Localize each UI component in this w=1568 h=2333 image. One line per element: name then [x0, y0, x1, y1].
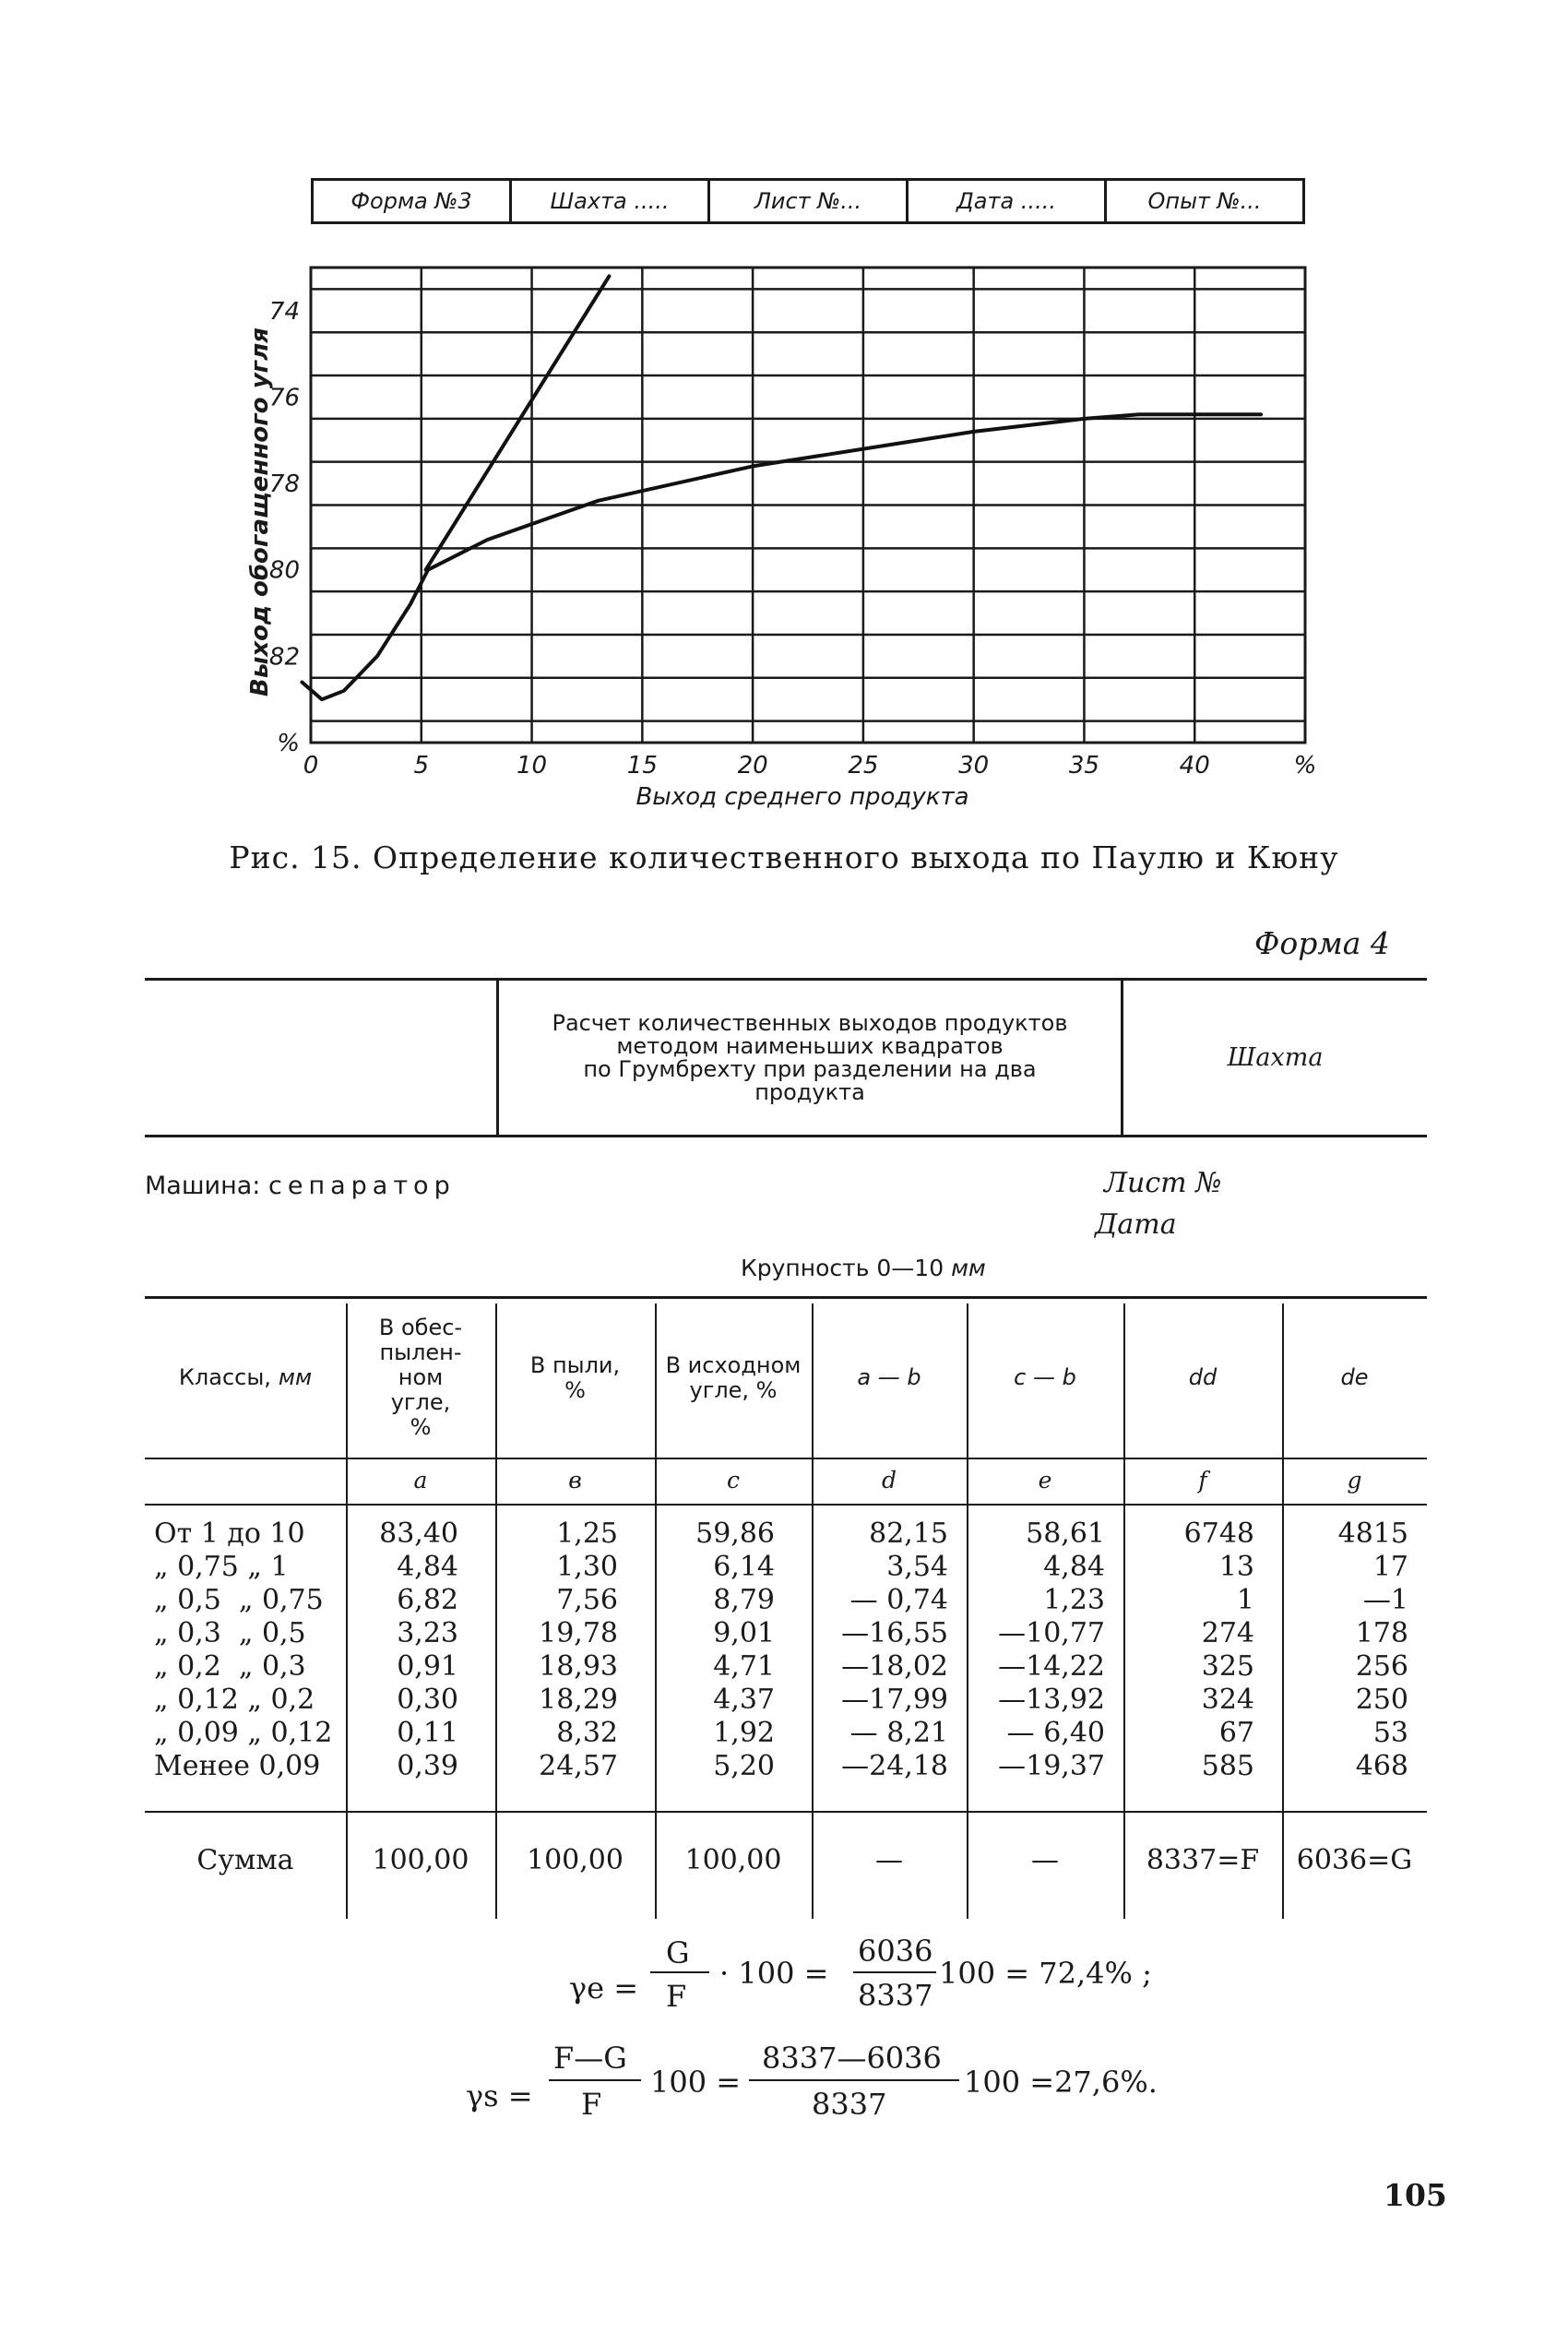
y-tick-label: 80: [268, 556, 300, 585]
calc-line: продукта: [754, 1078, 865, 1105]
column-header: [1282, 1302, 1427, 1454]
data-cell: 4815: [1337, 1518, 1408, 1550]
column-header-line: угле,: [390, 1389, 451, 1415]
x-tick-label: 0: [303, 752, 319, 780]
form-strip-cell: Форма №3: [314, 181, 512, 221]
fraction-bar: [749, 2079, 959, 2081]
class-cell: „ 0,5 „ 0,75: [154, 1584, 324, 1616]
column-header-line: угле, %: [689, 1376, 778, 1403]
yield-chart: [0, 0, 1568, 830]
data-cell: —24,18: [841, 1750, 948, 1782]
formula1-lhs: γe =: [569, 1970, 639, 2006]
column-header: [812, 1302, 967, 1454]
class-cell: „ 0,12 „ 0,2: [154, 1684, 315, 1716]
data-cell: 9,01: [713, 1617, 775, 1649]
data-cell: 5,20: [713, 1750, 775, 1782]
data-cell: 53: [1372, 1717, 1408, 1749]
data-cell: 4,84: [1043, 1551, 1105, 1583]
data-cell: 1,92: [713, 1717, 775, 1749]
data-cell: 3,23: [397, 1617, 458, 1649]
data-cell: 274: [1201, 1617, 1254, 1649]
data-cell: 17: [1372, 1551, 1408, 1583]
data-cell: —19,37: [998, 1750, 1105, 1782]
data-cell: 585: [1201, 1750, 1254, 1782]
column-header: [495, 1302, 655, 1454]
x-tick-label: 30: [958, 752, 990, 780]
column-header: [1123, 1302, 1282, 1454]
x-tick-label: 10: [517, 752, 548, 780]
class-cell: „ 0,75 „ 1: [154, 1551, 289, 1583]
column-subheader: a: [413, 1467, 428, 1494]
sum-cell: —: [875, 1844, 903, 1876]
formula2-den1: F: [581, 2087, 602, 2122]
data-cell: 3,54: [886, 1551, 948, 1583]
header-shakhta: Шахта: [1227, 1043, 1324, 1072]
class-cell: От 1 до 10: [154, 1518, 305, 1550]
header-calc-title: [496, 978, 1123, 1137]
data-cell: —14,22: [998, 1650, 1105, 1683]
data-cell: —13,92: [998, 1684, 1105, 1716]
column-subheader: d: [881, 1467, 897, 1494]
data-cell: 18,29: [539, 1684, 618, 1716]
table-rule-top: [145, 1296, 1427, 1299]
formula2-den2: 8337: [812, 2087, 887, 2122]
sum-cell: 100,00: [372, 1844, 469, 1876]
fraction-bar: [549, 2079, 641, 2081]
column-header-line: пылен-: [379, 1339, 462, 1365]
data-cell: 1,23: [1043, 1584, 1105, 1616]
column-header-line: В пыли,: [529, 1351, 621, 1378]
chart-series: [302, 276, 1261, 699]
table-rule-subheader: [145, 1504, 1427, 1506]
size-unit: мм: [951, 1255, 986, 1281]
y-tick-label: 82: [268, 643, 300, 672]
fraction-bar: [650, 1971, 709, 1973]
figure-caption: Рис. 15. Определение количественного выхода по Паулю и Кюну: [229, 839, 1339, 875]
date-label: Дата: [1095, 1208, 1177, 1241]
class-cell: Менее 0,09: [154, 1750, 321, 1782]
table-rule-header: [145, 1458, 1427, 1459]
y-tick-label: %: [277, 730, 300, 757]
sum-cell: 100,00: [527, 1844, 624, 1876]
formula1-den1: F: [666, 1979, 687, 2014]
form-strip-cell: Дата .....: [909, 181, 1107, 221]
column-header: [145, 1302, 346, 1454]
sheet-label: Лист №: [1104, 1167, 1222, 1199]
form-strip-cell: Шахта .....: [512, 181, 710, 221]
column-header: [967, 1302, 1123, 1454]
column-header-line: ном: [398, 1364, 444, 1390]
column-header-line: c — b: [1014, 1364, 1076, 1390]
x-tick-label: 15: [626, 752, 658, 780]
formula2-num2: 8337—6036: [762, 2041, 942, 2076]
class-cell: „ 0,2 „ 0,3: [154, 1650, 306, 1683]
y-tick-label: 78: [268, 470, 300, 499]
form-strip-cell: Лист №...: [710, 181, 909, 221]
formula1-den2: 8337: [858, 1978, 933, 2013]
data-cell: 19,78: [539, 1617, 618, 1649]
sum-cell: 8337=F: [1146, 1844, 1260, 1876]
size-label: Крупность 0—10: [741, 1255, 944, 1281]
machine-value: сепаратор: [267, 1172, 456, 1200]
formula2-rhs: 100 =27,6%.: [964, 2065, 1158, 2100]
formula1-rhs: 100 = 72,4% ;: [939, 1956, 1152, 1991]
column-header-line: В обес-: [378, 1315, 463, 1340]
calc-line: Расчет количественных выходов продуктов: [552, 1009, 1068, 1036]
size-line: [741, 1255, 986, 1281]
data-cell: 8,79: [713, 1584, 775, 1616]
column-header-line: Классы,: [178, 1364, 271, 1390]
class-cell: „ 0,3 „ 0,5: [154, 1617, 306, 1649]
calc-line: по Грумбрехту при разделении на два: [583, 1055, 1037, 1082]
data-cell: 59,86: [695, 1518, 775, 1550]
data-cell: —10,77: [998, 1617, 1105, 1649]
column-subheader: g: [1347, 1467, 1362, 1494]
data-cell: 0,11: [397, 1717, 458, 1749]
data-cell: 178: [1355, 1617, 1408, 1649]
machine-label: Машина:: [145, 1172, 261, 1200]
column-header-line: de: [1340, 1364, 1369, 1390]
data-cell: 1,25: [556, 1518, 618, 1550]
data-cell: 4,37: [713, 1684, 775, 1716]
x-tick-label: 20: [737, 752, 768, 780]
curve-series: [302, 414, 1261, 699]
form4-label: Форма 4: [1254, 925, 1390, 961]
x-tick-label: 35: [1068, 752, 1099, 780]
data-cell: 18,93: [539, 1650, 618, 1683]
y-tick-label: 74: [268, 297, 300, 326]
formula1-mult: · 100 =: [719, 1956, 829, 1991]
sum-cell: 6036=G: [1296, 1844, 1413, 1876]
data-cell: — 6,40: [1006, 1717, 1105, 1749]
sum-cell: 100,00: [684, 1844, 782, 1876]
class-cell: „ 0,09 „ 0,12: [154, 1717, 333, 1749]
data-cell: 58,61: [1026, 1518, 1105, 1550]
data-cell: 6,14: [713, 1551, 775, 1583]
data-cell: 0,30: [397, 1684, 458, 1716]
data-cell: 468: [1355, 1750, 1408, 1782]
x-tick-label: 25: [848, 752, 879, 780]
data-cell: 4,84: [397, 1551, 458, 1583]
y-axis-label: Выход обогащенного угля: [246, 327, 274, 696]
x-axis-label: Выход среднего продукта: [636, 783, 969, 811]
data-cell: 6,82: [397, 1584, 458, 1616]
data-cell: 4,71: [713, 1650, 775, 1683]
column-header-line: %: [410, 1414, 432, 1440]
column-subheader: e: [1038, 1467, 1052, 1494]
x-tick-label: 5: [413, 752, 430, 780]
machine-line: [145, 1172, 456, 1200]
data-cell: 1: [1236, 1584, 1254, 1616]
page-number: 105: [1384, 2177, 1447, 2213]
data-cell: 8,32: [556, 1717, 618, 1749]
sum-label: Сумма: [196, 1844, 294, 1876]
formula1-num1: G: [666, 1935, 690, 1970]
formula2-mid: 100 =: [650, 2065, 742, 2100]
column-header-line: В исходном: [665, 1351, 802, 1378]
data-cell: 256: [1355, 1650, 1408, 1683]
sum-cell: —: [1031, 1844, 1059, 1876]
column-header-line: мм: [278, 1364, 313, 1390]
data-cell: —18,02: [841, 1650, 948, 1683]
data-cell: 324: [1201, 1684, 1254, 1716]
straight-line-series: [426, 276, 610, 569]
data-cell: 0,91: [397, 1650, 458, 1683]
data-cell: 1,30: [556, 1551, 618, 1583]
column-subheader: f: [1198, 1467, 1207, 1494]
data-cell: 0,39: [397, 1750, 458, 1782]
chart-ticks: [269, 298, 1316, 780]
data-cell: — 0,74: [849, 1584, 948, 1616]
x-tick-label: %: [1293, 752, 1317, 780]
data-cell: —17,99: [841, 1684, 948, 1716]
column-subheader: c: [726, 1467, 740, 1494]
column-subheader: в: [568, 1467, 582, 1494]
column-header-line: a — b: [857, 1364, 921, 1390]
column-header: [655, 1302, 812, 1454]
form-strip-cell: Опыт №...: [1147, 188, 1262, 214]
calc-line: методом наименьших квадратов: [616, 1032, 1004, 1059]
column-header-line: %: [564, 1376, 586, 1403]
data-cell: 6748: [1183, 1518, 1254, 1550]
x-tick-label: 40: [1179, 752, 1210, 780]
data-cell: 83,40: [379, 1518, 458, 1550]
data-cell: 325: [1201, 1650, 1254, 1683]
data-cell: —16,55: [841, 1617, 948, 1649]
data-cell: 67: [1218, 1717, 1254, 1749]
formula2-num1: F—G: [553, 2041, 627, 2076]
data-cell: —1: [1362, 1584, 1408, 1616]
data-cell: 82,15: [869, 1518, 948, 1550]
data-cell: — 8,21: [849, 1717, 948, 1749]
formula1-num2: 6036: [858, 1934, 933, 1969]
table-rule-body: [145, 1811, 1427, 1813]
column-header: [346, 1302, 495, 1454]
data-cell: 7,56: [556, 1584, 618, 1616]
column-header-line: dd: [1188, 1364, 1218, 1390]
data-cell: 24,57: [539, 1750, 618, 1782]
data-cell: 13: [1218, 1551, 1254, 1583]
chart-grid: [311, 268, 1305, 743]
y-tick-label: 76: [268, 384, 300, 412]
fraction-bar: [853, 1971, 936, 1973]
data-cell: 250: [1355, 1684, 1408, 1716]
formula2-lhs: γs =: [466, 2078, 533, 2113]
